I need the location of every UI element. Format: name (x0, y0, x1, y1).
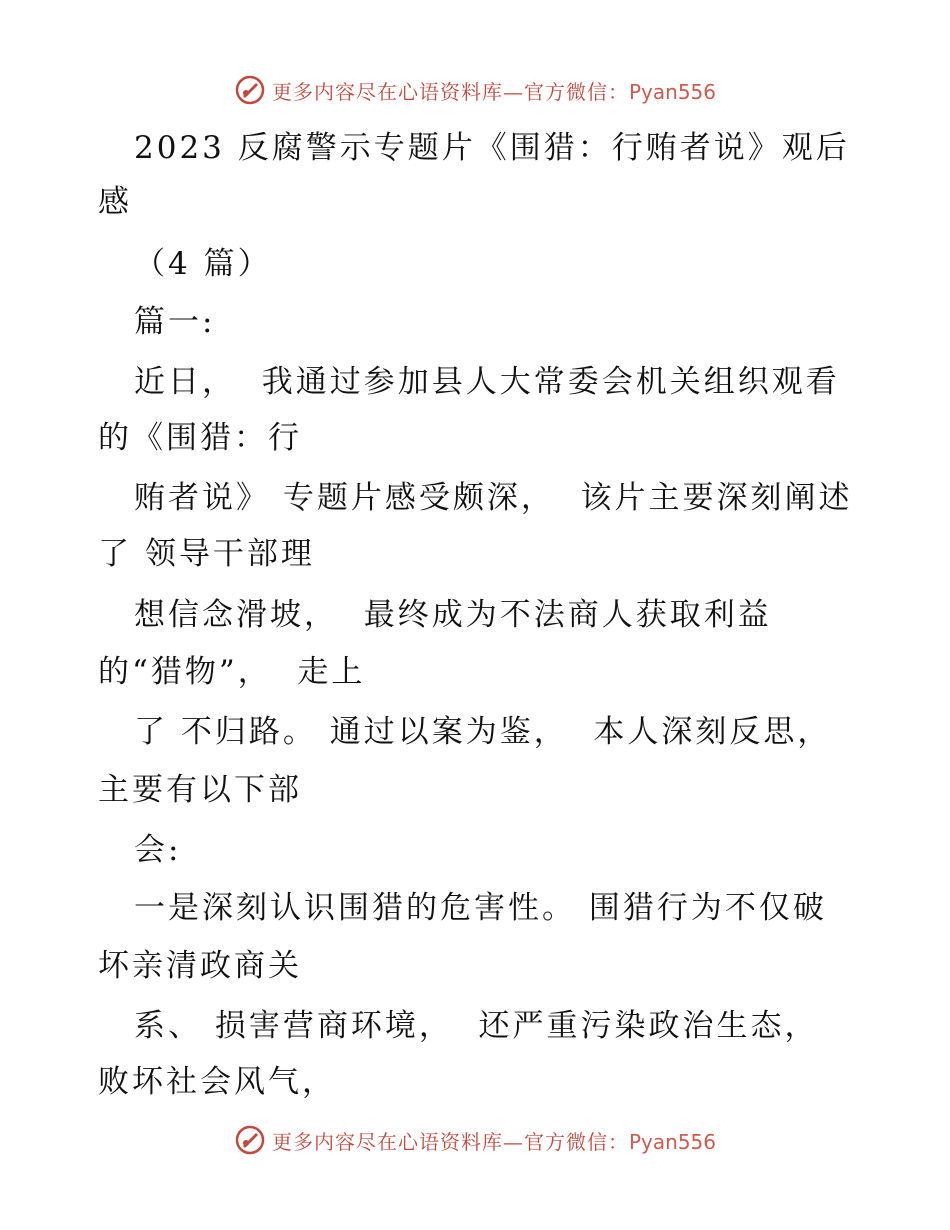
paragraph-line: 了 领导干部理 (98, 536, 315, 572)
watermark-main: 更多内容尽在心语资料库 (271, 1129, 503, 1154)
watermark-text (272, 1126, 716, 1155)
watermark-suffix: 官方微信： (523, 79, 629, 104)
watermark-suffix: 官方微信： (523, 1129, 629, 1154)
title-line-2: 感 (98, 184, 132, 220)
watermark-main: 更多内容尽在心语资料库 (271, 79, 503, 104)
watermark-dash: — (502, 1129, 524, 1154)
watermark-dash: — (502, 79, 524, 104)
paragraph-line: 系、 损害营商环境， 还严重污染政治生态， (134, 1008, 819, 1044)
paragraph-line: 的《围猎：行 (98, 420, 302, 456)
paragraph-line: 会: (134, 832, 182, 868)
paragraph-line: 的“猎物”， 走上 (98, 654, 366, 690)
brand-logo-icon (234, 1124, 266, 1156)
paragraph-line: 想信念滑坡， 最终成为不法商人获取利益 (134, 597, 772, 633)
watermark-id: Pyan556 (628, 1129, 716, 1154)
paragraph-line: 败坏社会风气， (98, 1064, 336, 1100)
paragraph-line: 了 不归路。 通过以案为鉴， 本人深刻反思， (134, 714, 832, 750)
paragraph-line: 主要有以下部 (98, 772, 302, 808)
title-line-1: 2023 反腐警示专题片《围猎：行贿者说》观后 (134, 130, 850, 166)
paragraph-line: 一是深刻认识围猎的危害性。 围猎行为不仅破 (134, 890, 827, 926)
paragraph-line: 近日， 我通过参加县人大常委会机关组织观看 (134, 364, 840, 400)
paragraph-line: 贿者说》 专题片感受颇深， 该片主要深刻阐述 (134, 480, 853, 516)
watermark-id: Pyan556 (628, 79, 716, 104)
footer-watermark (0, 1120, 950, 1160)
subtitle-count: （4 篇） (134, 246, 272, 282)
paragraph-line: 坏亲清政商关 (98, 948, 302, 984)
section-heading: 篇一: (134, 304, 216, 340)
